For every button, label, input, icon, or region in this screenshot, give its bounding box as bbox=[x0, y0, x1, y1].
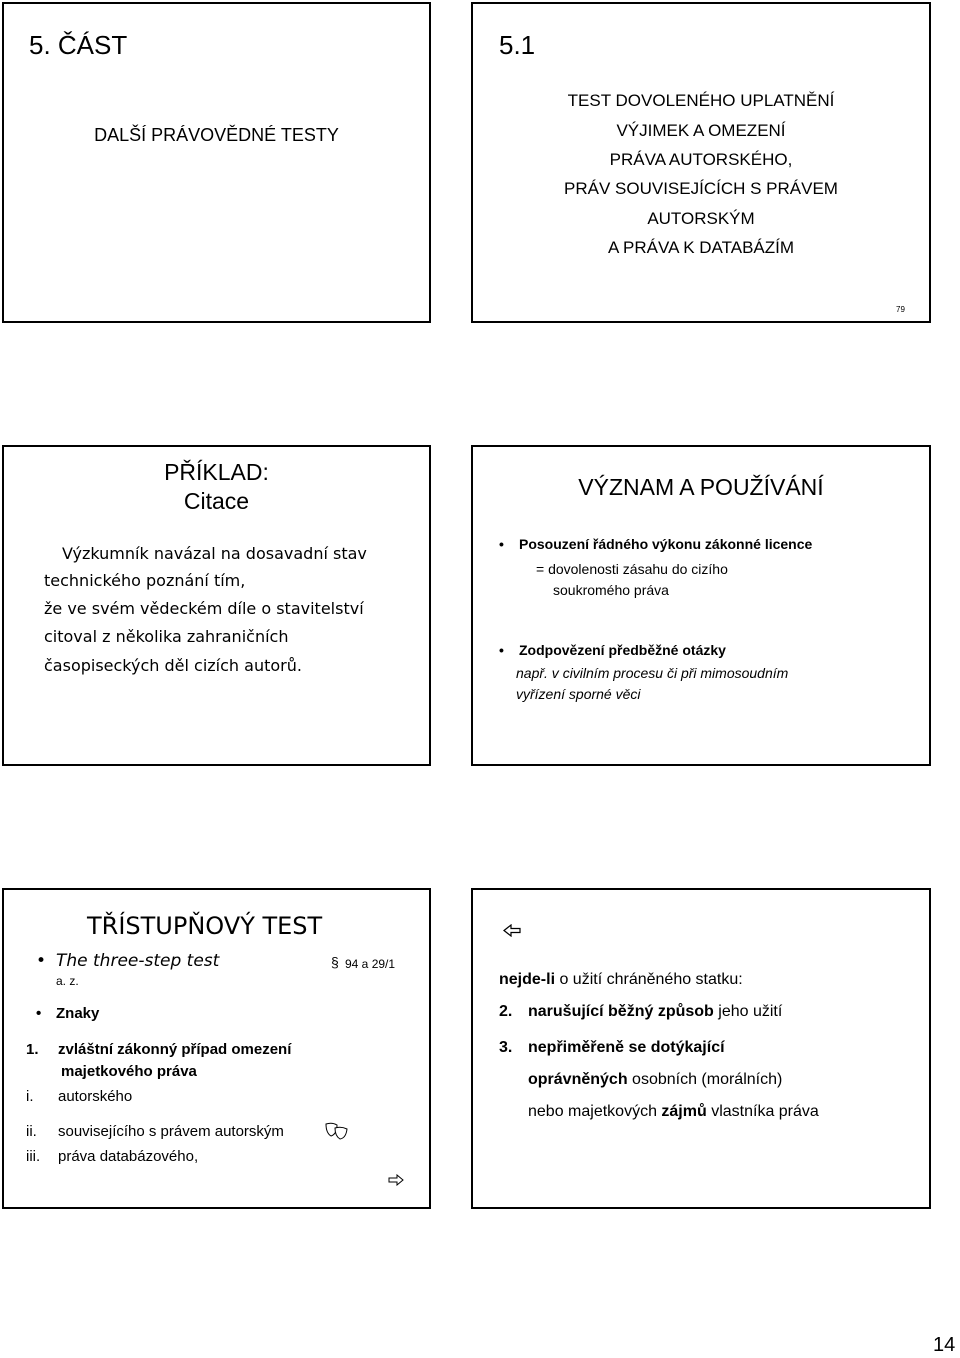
three-step-bullet: • The three-step test bbox=[56, 951, 219, 971]
meaning-bullet-2-sub: např. v civilním procesu či při mimosoudním bbox=[516, 665, 789, 681]
theatre-masks-icon bbox=[324, 1121, 350, 1141]
condition-3-line-2-rest: osobních (morálních) bbox=[627, 1071, 783, 1088]
section-line: TEST DOVOLENÉHO UPLATNĚNÍ bbox=[567, 91, 835, 110]
condition-3-line-3-pre: nebo majetkových bbox=[528, 1103, 662, 1120]
roman-text: autorského bbox=[58, 1088, 133, 1105]
example-text: že ve svém vědeckém díle o stavitelství bbox=[44, 599, 364, 618]
condition-2 bbox=[528, 1003, 782, 1021]
condition-3 bbox=[528, 1039, 725, 1057]
condition-3-line-2 bbox=[528, 1071, 782, 1089]
meaning-title: VÝZNAM A POUŽÍVÁNÍ bbox=[578, 474, 824, 500]
section-line: PRÁV SOUVISEJÍCÍCH S PRÁVEM bbox=[564, 179, 838, 198]
item-text: majetkového práva bbox=[61, 1063, 197, 1080]
condition-3-line-2-bold: oprávněných bbox=[528, 1071, 628, 1088]
section-icon: § bbox=[331, 954, 339, 970]
three-step-title: TŘÍSTUPŇOVÝ TEST bbox=[87, 912, 323, 940]
example-text: technického poznání tím, bbox=[44, 571, 246, 590]
example-title: PŘÍKLAD: bbox=[164, 459, 269, 485]
item-number: 1. bbox=[26, 1041, 39, 1058]
section-line: VÝJIMEK A OMEZENÍ bbox=[616, 121, 786, 140]
slide-3-meaning bbox=[471, 445, 931, 766]
roman-number: iii. bbox=[26, 1148, 41, 1165]
slide-4-three-step bbox=[2, 888, 431, 1209]
example-text: citoval z několika zahraničních bbox=[44, 627, 289, 646]
condition-intro-bold: nejde-li bbox=[499, 971, 556, 988]
law-abbrev: a. z. bbox=[56, 974, 79, 988]
slide-5-conditions bbox=[471, 888, 931, 1209]
page-number: 14 bbox=[933, 1334, 956, 1356]
section-line: PRÁVA AUTORSKÉHO, bbox=[609, 150, 793, 169]
back-arrow-icon[interactable] bbox=[503, 924, 521, 937]
example-subtitle: Citace bbox=[183, 488, 250, 514]
example-text: Výzkumník navázal na dosavadní stav bbox=[62, 544, 367, 563]
section-line: AUTORSKÝM bbox=[647, 209, 755, 228]
condition-3-line-3 bbox=[528, 1103, 819, 1121]
meaning-bullet-2-sub: vyřízení sporné věci bbox=[516, 686, 641, 702]
roman-text: práva databázového, bbox=[58, 1148, 199, 1165]
roman-text: souvisejícího s právem autorským bbox=[58, 1123, 284, 1140]
slide-2-example bbox=[2, 445, 431, 766]
condition-3-line-3-rest: vlastníka práva bbox=[706, 1103, 819, 1120]
example-text: časopiseckých děl cizích autorů. bbox=[44, 656, 302, 675]
meaning-bullet-1-sub: soukromého práva bbox=[553, 582, 669, 598]
condition-number: 2. bbox=[499, 1003, 513, 1020]
roman-number: ii. bbox=[26, 1123, 37, 1140]
forward-arrow-icon[interactable] bbox=[388, 1174, 404, 1186]
item-text: zvláštní zákonný případ omezení bbox=[58, 1041, 292, 1058]
slide-page-number: 79 bbox=[896, 305, 905, 314]
meaning-bullet-2: • Zodpovězení předběžné otázky bbox=[519, 642, 726, 658]
roman-number: i. bbox=[26, 1088, 34, 1105]
condition-intro bbox=[499, 971, 743, 989]
law-reference: 94 a 29/1 bbox=[345, 957, 396, 971]
condition-3-line-3-bold: zájmů bbox=[661, 1103, 707, 1120]
condition-intro-rest: o užití chráněného statku: bbox=[555, 971, 743, 988]
condition-3-bold: nepřiměřeně se dotýkající bbox=[528, 1039, 725, 1056]
condition-2-bold: narušující běžný způsob bbox=[528, 1003, 714, 1020]
slide-1-left bbox=[2, 2, 431, 323]
meaning-bullet-1-sub: = dovolenosti zásahu do cizího bbox=[536, 561, 728, 577]
slide-1-right bbox=[471, 2, 931, 323]
condition-2-rest: jeho užití bbox=[713, 1003, 783, 1020]
meaning-bullet-1: • Posouzení řádného výkonu zákonné licence bbox=[519, 536, 812, 552]
features-bullet: • Znaky bbox=[56, 1005, 99, 1022]
condition-number: 3. bbox=[499, 1039, 513, 1056]
section-number: 5.1 bbox=[499, 30, 536, 60]
part-title: 5. ČÁST bbox=[29, 30, 128, 60]
section-line: A PRÁVA K DATABÁZÍM bbox=[607, 238, 795, 257]
part-subtitle: DALŠÍ PRÁVOVĚDNÉ TESTY bbox=[94, 125, 339, 145]
